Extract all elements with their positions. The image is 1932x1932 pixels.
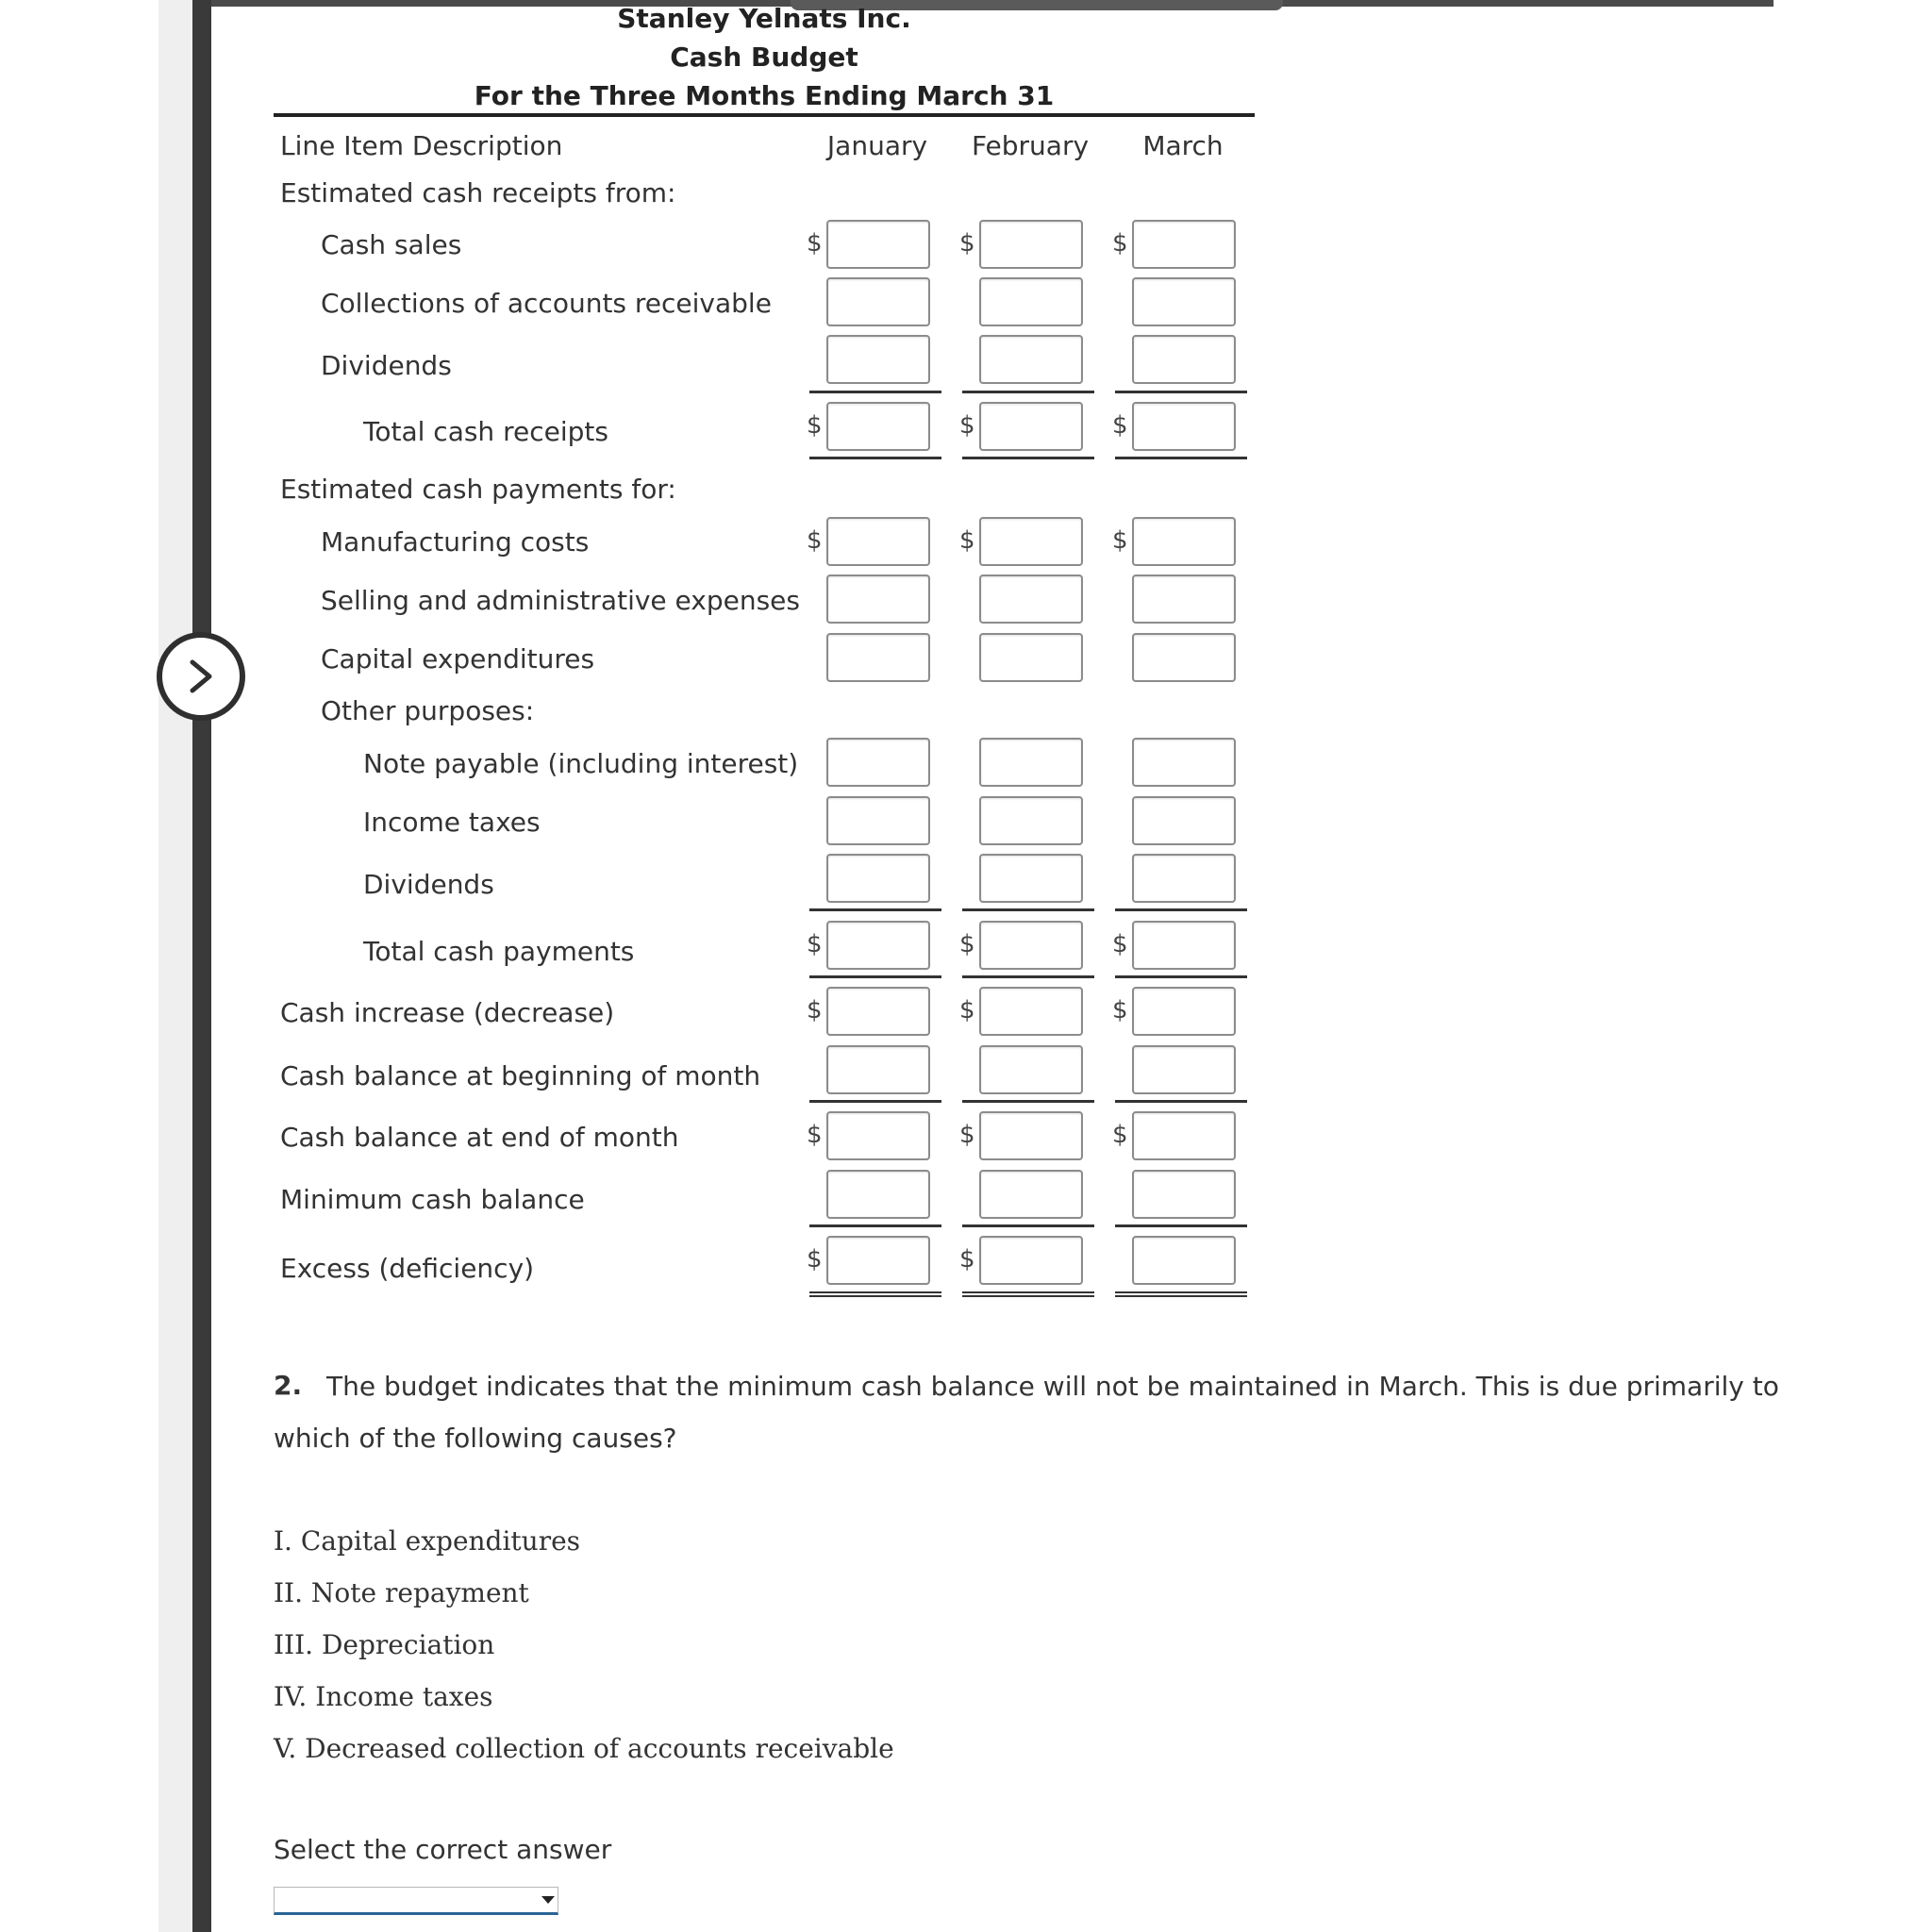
option-iv: IV. Income taxes bbox=[274, 1681, 493, 1712]
input-dividends-payments-jan[interactable] bbox=[826, 854, 930, 903]
left-margin-panel bbox=[158, 0, 192, 1932]
select-answer-label: Select the correct answer bbox=[274, 1834, 612, 1865]
receipts-heading: Estimated cash receipts from: bbox=[280, 177, 676, 208]
input-dividends-payments-mar[interactable] bbox=[1132, 854, 1236, 903]
input-cash-sales-mar[interactable] bbox=[1132, 220, 1236, 269]
rule-total-payments-feb bbox=[962, 975, 1094, 978]
input-excess-feb[interactable] bbox=[979, 1236, 1083, 1285]
input-selling-admin-feb[interactable] bbox=[979, 575, 1083, 624]
input-dividends-receipts-mar[interactable] bbox=[1132, 335, 1236, 384]
dollar-sign-manufacturing-jan: $ bbox=[807, 526, 823, 555]
chevron-right-icon bbox=[183, 658, 219, 694]
input-capital-exp-mar[interactable] bbox=[1132, 633, 1236, 682]
option-i: I. Capital expenditures bbox=[274, 1525, 581, 1557]
label-excess: Excess (deficiency) bbox=[280, 1253, 535, 1284]
label-other-purposes: Other purposes: bbox=[321, 695, 535, 726]
input-balance-begin-feb[interactable] bbox=[979, 1045, 1083, 1094]
double-rule-excess-jan bbox=[809, 1291, 941, 1297]
input-dividends-receipts-jan[interactable] bbox=[826, 335, 930, 384]
double-rule-excess-mar bbox=[1115, 1291, 1247, 1297]
input-manufacturing-feb[interactable] bbox=[979, 517, 1083, 566]
label-selling-admin: Selling and administrative expenses bbox=[321, 585, 800, 616]
option-v: V. Decreased collection of accounts receivable bbox=[274, 1733, 894, 1764]
dollar-sign-total-receipts-feb: $ bbox=[959, 411, 975, 440]
dollar-sign-manufacturing-mar: $ bbox=[1112, 526, 1128, 555]
input-collections-ar-jan[interactable] bbox=[826, 277, 930, 326]
input-selling-admin-jan[interactable] bbox=[826, 575, 930, 624]
dollar-sign-balance-end-mar: $ bbox=[1112, 1121, 1128, 1149]
input-collections-ar-mar[interactable] bbox=[1132, 277, 1236, 326]
input-income-taxes-jan[interactable] bbox=[826, 796, 930, 845]
label-manufacturing: Manufacturing costs bbox=[321, 526, 590, 558]
question-text: The budget indicates that the minimum cash balance will not be maintained in March. This is due primarily to which of the following causes? bbox=[274, 1371, 1779, 1454]
dollar-sign-total-payments-jan: $ bbox=[807, 930, 823, 958]
rule-begin-balance-mar bbox=[1115, 1100, 1247, 1103]
input-minimum-balance-mar[interactable] bbox=[1132, 1170, 1236, 1219]
label-total-payments: Total cash payments bbox=[363, 936, 635, 967]
question-number: 2. bbox=[274, 1370, 303, 1401]
expand-panel-button[interactable] bbox=[157, 632, 245, 721]
input-cash-sales-jan[interactable] bbox=[826, 220, 930, 269]
input-excess-mar[interactable] bbox=[1132, 1236, 1236, 1285]
option-ii: II. Note repayment bbox=[274, 1577, 529, 1608]
dollar-sign-cash-sales-feb: $ bbox=[959, 229, 975, 258]
input-balance-end-feb[interactable] bbox=[979, 1111, 1083, 1160]
input-excess-jan[interactable] bbox=[826, 1236, 930, 1285]
dollar-sign-total-payments-mar: $ bbox=[1112, 930, 1128, 958]
input-balance-end-jan[interactable] bbox=[826, 1111, 930, 1160]
dollar-sign-cash-increase-feb: $ bbox=[959, 996, 975, 1024]
dollar-sign-cash-increase-jan: $ bbox=[807, 996, 823, 1024]
input-balance-begin-jan[interactable] bbox=[826, 1045, 930, 1094]
rule-total-receipts-feb bbox=[962, 457, 1094, 459]
input-note-payable-feb[interactable] bbox=[979, 738, 1083, 787]
dollar-sign-total-receipts-mar: $ bbox=[1112, 411, 1128, 440]
input-note-payable-mar[interactable] bbox=[1132, 738, 1236, 787]
input-balance-end-mar[interactable] bbox=[1132, 1111, 1236, 1160]
label-collections-ar: Collections of accounts receivable bbox=[321, 288, 772, 319]
label-minimum-balance: Minimum cash balance bbox=[280, 1184, 585, 1215]
left-border-bar bbox=[192, 0, 211, 1932]
input-manufacturing-mar[interactable] bbox=[1132, 517, 1236, 566]
dollar-sign-manufacturing-feb: $ bbox=[959, 526, 975, 555]
rule-total-receipts-mar bbox=[1115, 457, 1247, 459]
input-total-receipts-jan[interactable] bbox=[826, 402, 930, 451]
rule-total-payments-mar bbox=[1115, 975, 1247, 978]
input-cash-increase-mar[interactable] bbox=[1132, 987, 1236, 1036]
payments-heading: Estimated cash payments for: bbox=[280, 474, 676, 505]
rule-begin-balance-jan bbox=[809, 1100, 941, 1103]
input-capital-exp-feb[interactable] bbox=[979, 633, 1083, 682]
label-total-receipts: Total cash receipts bbox=[363, 416, 608, 447]
rule-subtotal-receipts-jan bbox=[809, 391, 941, 393]
input-total-receipts-feb[interactable] bbox=[979, 402, 1083, 451]
label-income-taxes: Income taxes bbox=[363, 807, 541, 838]
label-capital-expenditures: Capital expenditures bbox=[321, 643, 595, 675]
input-balance-begin-mar[interactable] bbox=[1132, 1045, 1236, 1094]
input-capital-exp-jan[interactable] bbox=[826, 633, 930, 682]
input-cash-sales-feb[interactable] bbox=[979, 220, 1083, 269]
input-note-payable-jan[interactable] bbox=[826, 738, 930, 787]
company-name: Stanley Yelnats Inc. bbox=[617, 3, 911, 34]
label-balance-begin: Cash balance at beginning of month bbox=[280, 1060, 761, 1091]
double-rule-excess-feb bbox=[962, 1291, 1094, 1297]
label-cash-sales: Cash sales bbox=[321, 229, 462, 260]
label-balance-end: Cash balance at end of month bbox=[280, 1122, 679, 1153]
dollar-sign-excess-feb: $ bbox=[959, 1245, 975, 1274]
input-income-taxes-mar[interactable] bbox=[1132, 796, 1236, 845]
rule-total-payments-jan bbox=[809, 975, 941, 978]
col-header-march: March bbox=[1142, 130, 1224, 161]
input-cash-increase-jan[interactable] bbox=[826, 987, 930, 1036]
dollar-sign-cash-sales-mar: $ bbox=[1112, 229, 1128, 258]
input-dividends-receipts-feb[interactable] bbox=[979, 335, 1083, 384]
label-dividends-receipts: Dividends bbox=[321, 350, 452, 381]
dollar-sign-total-payments-feb: $ bbox=[959, 930, 975, 958]
input-cash-increase-feb[interactable] bbox=[979, 987, 1083, 1036]
input-dividends-payments-feb[interactable] bbox=[979, 854, 1083, 903]
option-iii: III. Depreciation bbox=[274, 1629, 495, 1660]
dollar-sign-balance-end-feb: $ bbox=[959, 1121, 975, 1149]
input-total-receipts-mar[interactable] bbox=[1132, 402, 1236, 451]
rule-total-receipts-jan bbox=[809, 457, 941, 459]
line-item-header: Line Item Description bbox=[280, 130, 563, 161]
input-selling-admin-mar[interactable] bbox=[1132, 575, 1236, 624]
dollar-sign-cash-sales-jan: $ bbox=[807, 229, 823, 258]
statement-title: Cash Budget bbox=[670, 42, 858, 73]
col-header-january: January bbox=[826, 130, 928, 161]
rule-subtotal-payments-feb bbox=[962, 908, 1094, 911]
rule-minimum-balance-jan bbox=[809, 1224, 941, 1227]
statement-period: For the Three Months Ending March 31 bbox=[474, 80, 1055, 111]
rule-begin-balance-feb bbox=[962, 1100, 1094, 1103]
dollar-sign-total-receipts-jan: $ bbox=[807, 411, 823, 440]
input-total-payments-feb[interactable] bbox=[979, 921, 1083, 970]
label-cash-increase: Cash increase (decrease) bbox=[280, 997, 615, 1028]
input-total-payments-jan[interactable] bbox=[826, 921, 930, 970]
rule-subtotal-receipts-mar bbox=[1115, 391, 1247, 393]
label-note-payable: Note payable (including interest) bbox=[363, 748, 799, 779]
rule-subtotal-payments-mar bbox=[1115, 908, 1247, 911]
input-minimum-balance-feb[interactable] bbox=[979, 1170, 1083, 1219]
header-rule bbox=[274, 113, 1255, 117]
col-header-february: February bbox=[971, 130, 1090, 161]
dollar-sign-balance-end-jan: $ bbox=[807, 1121, 823, 1149]
input-collections-ar-feb[interactable] bbox=[979, 277, 1083, 326]
answer-dropdown[interactable] bbox=[274, 1887, 558, 1915]
input-manufacturing-jan[interactable] bbox=[826, 517, 930, 566]
rule-minimum-balance-feb bbox=[962, 1224, 1094, 1227]
rule-subtotal-payments-jan bbox=[809, 908, 941, 911]
input-income-taxes-feb[interactable] bbox=[979, 796, 1083, 845]
dollar-sign-excess-jan: $ bbox=[807, 1245, 823, 1274]
input-minimum-balance-jan[interactable] bbox=[826, 1170, 930, 1219]
dollar-sign-cash-increase-mar: $ bbox=[1112, 996, 1128, 1024]
rule-minimum-balance-mar bbox=[1115, 1224, 1247, 1227]
rule-subtotal-receipts-feb bbox=[962, 391, 1094, 393]
input-total-payments-mar[interactable] bbox=[1132, 921, 1236, 970]
label-dividends-payments: Dividends bbox=[363, 869, 494, 900]
